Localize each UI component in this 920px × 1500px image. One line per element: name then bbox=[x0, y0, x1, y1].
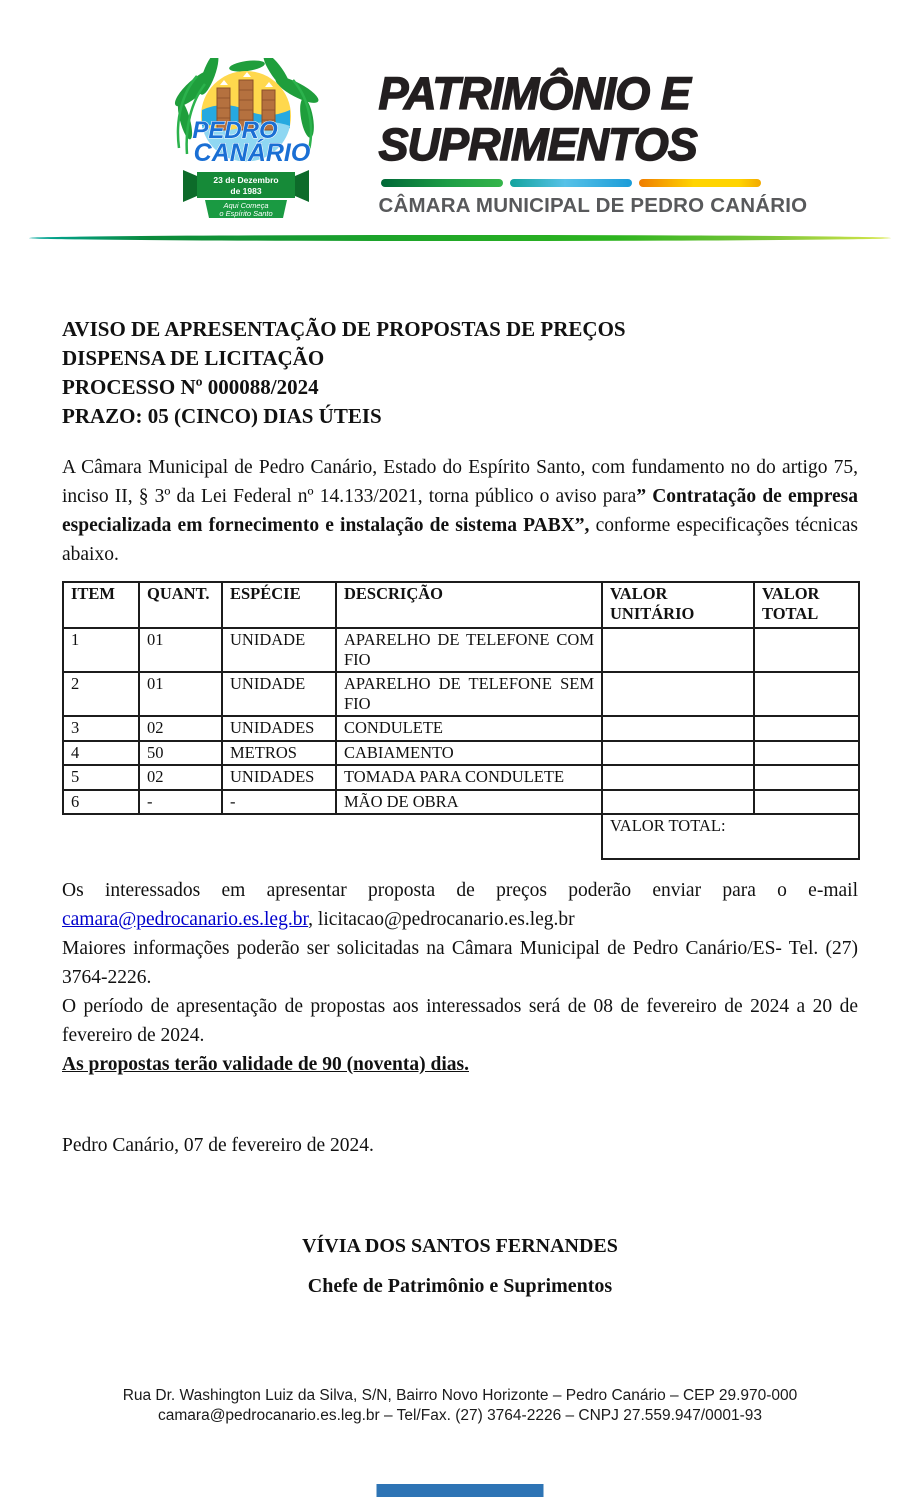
ribbon-date-line1: 23 de Dezembro bbox=[212, 175, 279, 185]
cell-especie: - bbox=[222, 790, 336, 815]
table-row bbox=[63, 716, 859, 741]
cell-valor-unitario bbox=[602, 741, 754, 766]
cell-valor-total bbox=[754, 790, 859, 815]
notice-title-line1: AVISO DE APRESENTAÇÃO DE PROPOSTAS DE PREÇOS bbox=[62, 317, 626, 341]
footer-contact: camara@pedrocanario.es.leg.br – Tel/Fax. (27) 3764-2226 – CNPJ 27.559.947/0001-93 bbox=[158, 1407, 762, 1424]
cell-quant: 01 bbox=[139, 672, 222, 716]
cell-quant: 02 bbox=[139, 765, 222, 790]
cell-item: 1 bbox=[63, 628, 139, 672]
cell-valor-unitario bbox=[602, 628, 754, 672]
col-header-especie: ESPÉCIE bbox=[222, 582, 336, 628]
col-header-quant: QUANT. bbox=[139, 582, 222, 628]
table-row bbox=[63, 628, 859, 672]
header bbox=[0, 0, 920, 222]
brand-block bbox=[378, 58, 808, 218]
signature-role: Chefe de Patrimônio e Suprimentos bbox=[307, 1275, 613, 1297]
period-paragraph: O período de apresentação de propostas aos interessados será de 08 de fevereiro de 2024 a 20 de fevereiro de 2024. bbox=[62, 996, 858, 1046]
intro-text-1: A Câmara Municipal de Pedro Canário, Estado do Espírito Santo, com fundamento no do artigo 75, inciso II, § 3º da Lei Federal nº 14.133/2021, torna público o aviso para bbox=[62, 457, 858, 507]
table-row bbox=[63, 790, 859, 815]
cell-valor-unitario bbox=[602, 716, 754, 741]
notice-title-block bbox=[62, 315, 858, 431]
cell-valor-total bbox=[754, 765, 859, 790]
cell-especie: UNIDADES bbox=[222, 765, 336, 790]
notice-title-line2: DISPENSA DE LICITAÇÃO bbox=[62, 346, 325, 370]
cell-valor-total bbox=[754, 716, 859, 741]
email-separator: , bbox=[308, 909, 318, 930]
col-header-valor-unitario: VALOR UNITÁRIO bbox=[602, 582, 754, 628]
logo-city-line2: CANÁRIO bbox=[193, 139, 310, 167]
total-row bbox=[63, 814, 859, 859]
interested-text: Os interessados em apresentar proposta de preços poderão enviar para o e-mail bbox=[62, 880, 858, 901]
notice-title-line4: PRAZO: 05 (CINCO) DIAS ÚTEIS bbox=[62, 404, 382, 428]
cell-especie: UNIDADE bbox=[222, 672, 336, 716]
ribbon-banner bbox=[183, 170, 309, 218]
intro-text-2: conforme especificações técnicas abaixo. bbox=[62, 515, 858, 565]
footer bbox=[0, 1386, 920, 1426]
cell-quant: 02 bbox=[139, 716, 222, 741]
cell-descricao: APARELHO DE TELEFONE SEM FIO bbox=[336, 672, 602, 716]
cell-especie: UNIDADE bbox=[222, 628, 336, 672]
ribbon-date-line2: de 1983 bbox=[229, 186, 262, 196]
intro-paragraph bbox=[62, 453, 858, 569]
bottom-blue-bar bbox=[377, 1484, 544, 1497]
interested-paragraph bbox=[62, 876, 858, 934]
total-row-spacer bbox=[63, 814, 602, 859]
municipal-logo bbox=[157, 58, 335, 222]
cell-item: 5 bbox=[63, 765, 139, 790]
info-paragraph: Maiores informações poderão ser solicitadas na Câmara Municipal de Pedro Canário/ES- Tel. (27) 3764-2226. bbox=[62, 938, 858, 988]
cell-descricao: CABIAMENTO bbox=[336, 741, 602, 766]
signature-name: VÍVIA DOS SANTOS FERNANDES bbox=[302, 1235, 618, 1257]
conditions-block bbox=[62, 876, 858, 1079]
cell-descricao: MÃO DE OBRA bbox=[336, 790, 602, 815]
cell-valor-unitario bbox=[602, 790, 754, 815]
brand-subtitle: CÂMARA MUNICIPAL DE PEDRO CANÁRIO bbox=[378, 194, 808, 217]
cell-item: 2 bbox=[63, 672, 139, 716]
col-header-valor-total: VALOR TOTAL bbox=[754, 582, 859, 628]
validity-paragraph: As propostas terão validade de 90 (noventa) dias. bbox=[62, 1054, 469, 1075]
table-row bbox=[63, 672, 859, 716]
brand-title-line1: PATRIMÔNIO E bbox=[378, 68, 690, 119]
brand-title-line2: SUPRIMENTOS bbox=[378, 119, 697, 170]
table-row bbox=[63, 741, 859, 766]
green-bar-segment bbox=[381, 179, 503, 187]
cell-valor-unitario bbox=[602, 765, 754, 790]
cell-descricao: CONDULETE bbox=[336, 716, 602, 741]
items-table bbox=[62, 581, 860, 860]
valor-total-box: VALOR TOTAL: bbox=[602, 814, 859, 859]
intro-bold-object: ” Contratação de empresa especializada em fornecimento e instalação de sistema PABX”, bbox=[62, 486, 858, 536]
cell-item: 4 bbox=[63, 741, 139, 766]
table-row bbox=[63, 765, 859, 790]
blue-bar-segment bbox=[510, 179, 632, 187]
cell-valor-total bbox=[754, 628, 859, 672]
cell-descricao: APARELHO DE TELEFONE COM FIO bbox=[336, 628, 602, 672]
cell-item: 6 bbox=[63, 790, 139, 815]
header-divider bbox=[29, 235, 891, 241]
cell-valor-total bbox=[754, 672, 859, 716]
cell-valor-total bbox=[754, 741, 859, 766]
coat-of-arms-icon bbox=[157, 58, 335, 222]
table-header-row bbox=[63, 582, 859, 628]
col-header-descricao: DESCRIÇÃO bbox=[336, 582, 602, 628]
logo-city-line1: PEDRO bbox=[191, 117, 278, 144]
motto-line2: o Espírito Santo bbox=[218, 209, 273, 218]
footer-address: Rua Dr. Washington Luiz da Silva, S/N, Bairro Novo Horizonte – Pedro Canário – CEP 29.970-000 bbox=[122, 1387, 798, 1404]
document-body bbox=[0, 315, 920, 1298]
cell-quant: - bbox=[139, 790, 222, 815]
cell-item: 3 bbox=[63, 716, 139, 741]
cell-quant: 01 bbox=[139, 628, 222, 672]
motto-line1: Aqui Começa bbox=[222, 201, 269, 210]
email-plain: licitacao@pedrocanario.es.leg.br bbox=[317, 909, 575, 930]
cell-descricao: TOMADA PARA CONDULETE bbox=[336, 765, 602, 790]
email-link[interactable]: camara@pedrocanario.es.leg.br bbox=[62, 909, 309, 930]
notice-title-line3: PROCESSO Nº 000088/2024 bbox=[62, 375, 319, 399]
col-header-item: ITEM bbox=[63, 582, 139, 628]
date-line: Pedro Canário, 07 de fevereiro de 2024. bbox=[62, 1135, 374, 1156]
tricolor-bar bbox=[381, 179, 762, 187]
cell-especie: METROS bbox=[222, 741, 336, 766]
cell-valor-unitario bbox=[602, 672, 754, 716]
yellow-bar-segment bbox=[639, 179, 761, 187]
cell-quant: 50 bbox=[139, 741, 222, 766]
cell-especie: UNIDADES bbox=[222, 716, 336, 741]
